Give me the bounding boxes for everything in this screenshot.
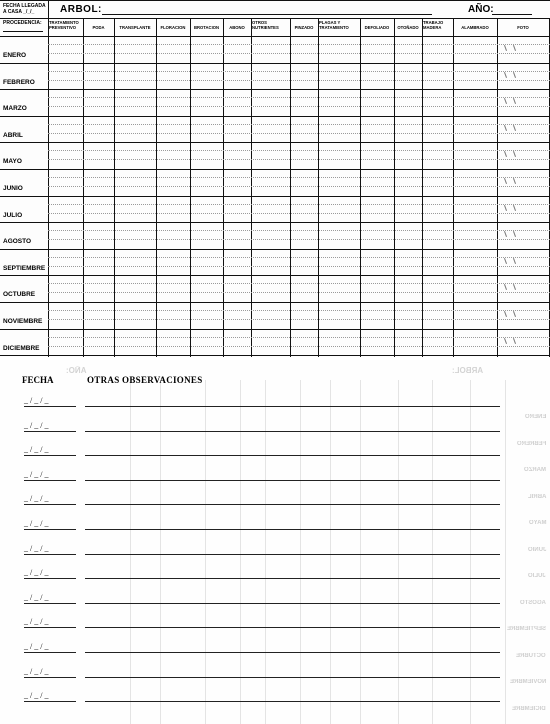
grid-column-divider (83, 18, 84, 357)
month-label-julio: JULIO (3, 211, 23, 219)
tree-name-field[interactable] (102, 14, 432, 15)
observation-field[interactable] (85, 529, 500, 530)
row-guide-line (48, 319, 550, 320)
month-label-mayo: MAYO (3, 158, 22, 166)
month-row-divider (0, 275, 550, 276)
row-guide-line (48, 230, 550, 231)
reverse-month-text: SEPTIEMBRE (506, 626, 546, 632)
observation-row (0, 642, 550, 654)
row-guide-line (48, 71, 550, 72)
date-underline (24, 480, 76, 481)
observation-row (0, 445, 550, 457)
column-header: FLORACION (160, 25, 186, 30)
month-row-divider (0, 302, 550, 303)
reverse-month-text: AGOSTO (520, 599, 546, 606)
date-underline (24, 603, 76, 604)
row-guide-line (48, 257, 550, 258)
row-guide-line (48, 266, 550, 267)
date-underline (24, 627, 76, 628)
row-guide-line (48, 177, 550, 178)
date-underline (24, 529, 76, 530)
column-header: TRABAJO MADERA (423, 20, 444, 30)
month-label-marzo: MARZO (3, 105, 27, 113)
month-row-divider (0, 63, 550, 64)
observation-row (0, 494, 550, 506)
month-row-divider (0, 89, 550, 90)
observation-field[interactable] (85, 554, 500, 555)
month-row-divider (0, 142, 550, 143)
date-field[interactable]: _/_/_ (24, 420, 51, 430)
grid-header-bottom-line (0, 36, 550, 37)
month-label-febrero: FEBRERO (3, 78, 35, 86)
row-guide-line (48, 124, 550, 125)
date-underline (24, 455, 76, 456)
month-label-agosto: AGOSTO (3, 238, 32, 246)
grid-column-divider (190, 18, 191, 357)
month-label-octubre: OCTUBRE (3, 291, 36, 299)
observations-sheet (0, 360, 550, 724)
observation-field[interactable] (85, 603, 500, 604)
date-underline (24, 504, 76, 505)
date-field[interactable]: _/_/_ (24, 543, 51, 553)
reverse-month-text: MAYO (528, 520, 546, 526)
column-header: BROTACION (193, 25, 220, 30)
year-field[interactable] (492, 14, 532, 15)
grid-column-divider (497, 18, 498, 357)
grid-column-divider (223, 18, 224, 357)
observation-row (0, 544, 550, 556)
date-field[interactable]: _/_/_ (24, 494, 51, 504)
reverse-month-text: JUNIO (527, 546, 546, 553)
observation-field[interactable] (85, 627, 500, 628)
date-underline (24, 578, 76, 579)
photo-cell-mark (504, 205, 507, 211)
grid-column-divider (114, 18, 115, 357)
photo-cell-mark (504, 151, 507, 157)
column-header: PLAGAS Y TRATAMIENTO (319, 20, 349, 30)
grid-column-divider (453, 18, 454, 357)
reverse-year-text: AÑO: (66, 366, 87, 375)
month-row-divider (0, 196, 550, 197)
column-header: TRANSPLANTE (119, 25, 151, 30)
date-underline (24, 406, 76, 407)
month-label-junio: JUNIO (3, 185, 23, 192)
grid-column-divider (394, 18, 395, 357)
photo-cell-mark (513, 125, 516, 131)
column-header: PODA (92, 25, 105, 30)
column-header: OTROS NUTRIENTES (252, 20, 279, 30)
grid-column-divider (360, 18, 361, 357)
row-guide-line (48, 239, 550, 240)
photo-cell-mark (513, 258, 516, 264)
observation-row (0, 519, 550, 531)
tree-name-label: ARBOL: (60, 4, 102, 15)
observation-row (0, 667, 550, 679)
row-guide-line (48, 292, 550, 293)
row-guide-line (48, 159, 550, 160)
photo-cell-mark (513, 338, 516, 344)
date-field[interactable]: _/_/_ (24, 519, 51, 528)
row-guide-line (48, 133, 550, 134)
observation-row (0, 593, 550, 605)
origin-field[interactable] (3, 31, 43, 32)
column-header: OTOÑADO (397, 25, 419, 30)
observation-row (0, 470, 550, 482)
row-guide-line (48, 106, 550, 107)
observation-row (0, 568, 550, 580)
column-header: FOTO (517, 25, 529, 30)
grid-column-divider (156, 18, 157, 357)
row-guide-line (48, 97, 550, 98)
date-field[interactable]: _/_/_ (24, 396, 51, 405)
observation-field[interactable] (85, 406, 500, 407)
row-guide-line (48, 80, 550, 81)
grid-column-divider (251, 18, 252, 357)
row-guide-line (48, 150, 550, 151)
arrival-date-label: FECHA LLEGADA A CASA _/_/_ (3, 3, 46, 15)
column-header: ALAMBRADO (461, 25, 489, 30)
grid-column-divider (422, 18, 423, 357)
observation-row (0, 421, 550, 433)
reverse-month-text: FEBRERO (516, 440, 546, 447)
photo-cell-mark (513, 178, 516, 184)
month-row-divider (0, 355, 550, 356)
photo-cell-mark (504, 311, 507, 317)
column-header: ABONO (229, 25, 245, 30)
observation-field[interactable] (85, 701, 500, 702)
monthly-care-grid (0, 0, 550, 357)
observation-row (0, 396, 550, 408)
row-guide-line (48, 186, 550, 187)
row-guide-line (48, 204, 550, 205)
photo-cell-mark (504, 125, 507, 131)
observation-field[interactable] (85, 677, 500, 678)
observation-field[interactable] (85, 480, 500, 481)
year-label: AÑO: (468, 4, 494, 15)
row-guide-line (48, 213, 550, 214)
reverse-month-text: DICIEMBRE (512, 705, 546, 712)
reverse-month-text: JULIO (528, 573, 546, 579)
date-underline (24, 652, 76, 653)
observation-field[interactable] (85, 431, 500, 432)
date-field[interactable]: _/_/_ (24, 642, 51, 651)
reverse-month-text: OCTUBRE (516, 652, 546, 659)
observation-row (0, 691, 550, 703)
observation-field[interactable] (85, 455, 500, 456)
row-guide-line (48, 53, 550, 54)
observations-title: OTRAS OBSERVACIONES (87, 375, 203, 385)
photo-cell-mark (504, 338, 507, 344)
photo-cell-mark (504, 45, 507, 51)
observation-field[interactable] (85, 504, 500, 505)
month-label-noviembre: NOVIEMBRE (3, 318, 43, 325)
date-field[interactable]: _/_/_ (24, 568, 51, 578)
observation-field[interactable] (85, 652, 500, 653)
date-field[interactable]: _/_/_ (24, 617, 51, 627)
photo-cell-mark (513, 72, 516, 78)
photo-cell-mark (504, 178, 507, 184)
date-column-title: FECHA (22, 375, 54, 385)
date-field[interactable]: _/_/_ (24, 691, 51, 701)
origin-label: PROCEDENCIA: (3, 20, 42, 26)
month-row-divider (0, 329, 550, 330)
date-underline (24, 701, 76, 702)
month-row-divider (0, 222, 550, 223)
column-header: TRATAMIENTO PREVENTIVO (49, 20, 79, 30)
photo-cell-mark (504, 231, 507, 237)
tree-care-log-form (0, 0, 550, 357)
column-header: DEFOLIADO (364, 25, 390, 30)
reverse-month-text: ABRIL (527, 493, 546, 500)
observation-row (0, 617, 550, 629)
row-guide-line (48, 337, 550, 338)
grid-top-border (0, 0, 550, 1)
photo-cell-mark (513, 98, 516, 104)
row-guide-line (48, 346, 550, 347)
photo-cell-mark (513, 205, 516, 211)
month-label-abril: ABRIL (3, 131, 23, 139)
column-header: PINZADO (294, 25, 314, 30)
date-underline (24, 554, 76, 555)
photo-cell-mark (513, 151, 516, 157)
reverse-month-text: ENERO (524, 414, 546, 420)
photo-cell-mark (513, 45, 516, 51)
reverse-month-text: MARZO (524, 467, 546, 473)
date-field[interactable]: _/_/_ (24, 445, 51, 455)
photo-cell-mark (513, 284, 516, 290)
date-underline (24, 677, 76, 678)
photo-cell-mark (504, 98, 507, 104)
photo-cell-mark (504, 258, 507, 264)
date-field[interactable]: _/_/_ (24, 469, 51, 479)
date-underline (24, 431, 76, 432)
date-field[interactable]: _/_/_ (24, 666, 51, 676)
month-label-diciembre: DICIEMBRE (3, 344, 40, 352)
photo-cell-mark (504, 72, 507, 78)
row-guide-line (48, 44, 550, 45)
row-guide-line (48, 283, 550, 284)
month-row-divider (0, 249, 550, 250)
grid-column-divider (290, 18, 291, 357)
photo-cell-mark (504, 284, 507, 290)
reverse-month-text: NOVIEMBRE (509, 679, 546, 685)
month-label-enero: ENERO (3, 52, 27, 59)
photo-cell-mark (513, 311, 516, 317)
photo-cell-mark (513, 231, 516, 237)
row-guide-line (48, 310, 550, 311)
month-label-septiembre: SEPTIEMBRE (3, 264, 46, 272)
month-row-divider (0, 116, 550, 117)
date-field[interactable]: _/_/_ (24, 592, 51, 602)
month-row-divider (0, 169, 550, 170)
reverse-tree-text: ARBOL: (452, 366, 484, 375)
observation-field[interactable] (85, 578, 500, 579)
grid-column-divider (318, 18, 319, 357)
